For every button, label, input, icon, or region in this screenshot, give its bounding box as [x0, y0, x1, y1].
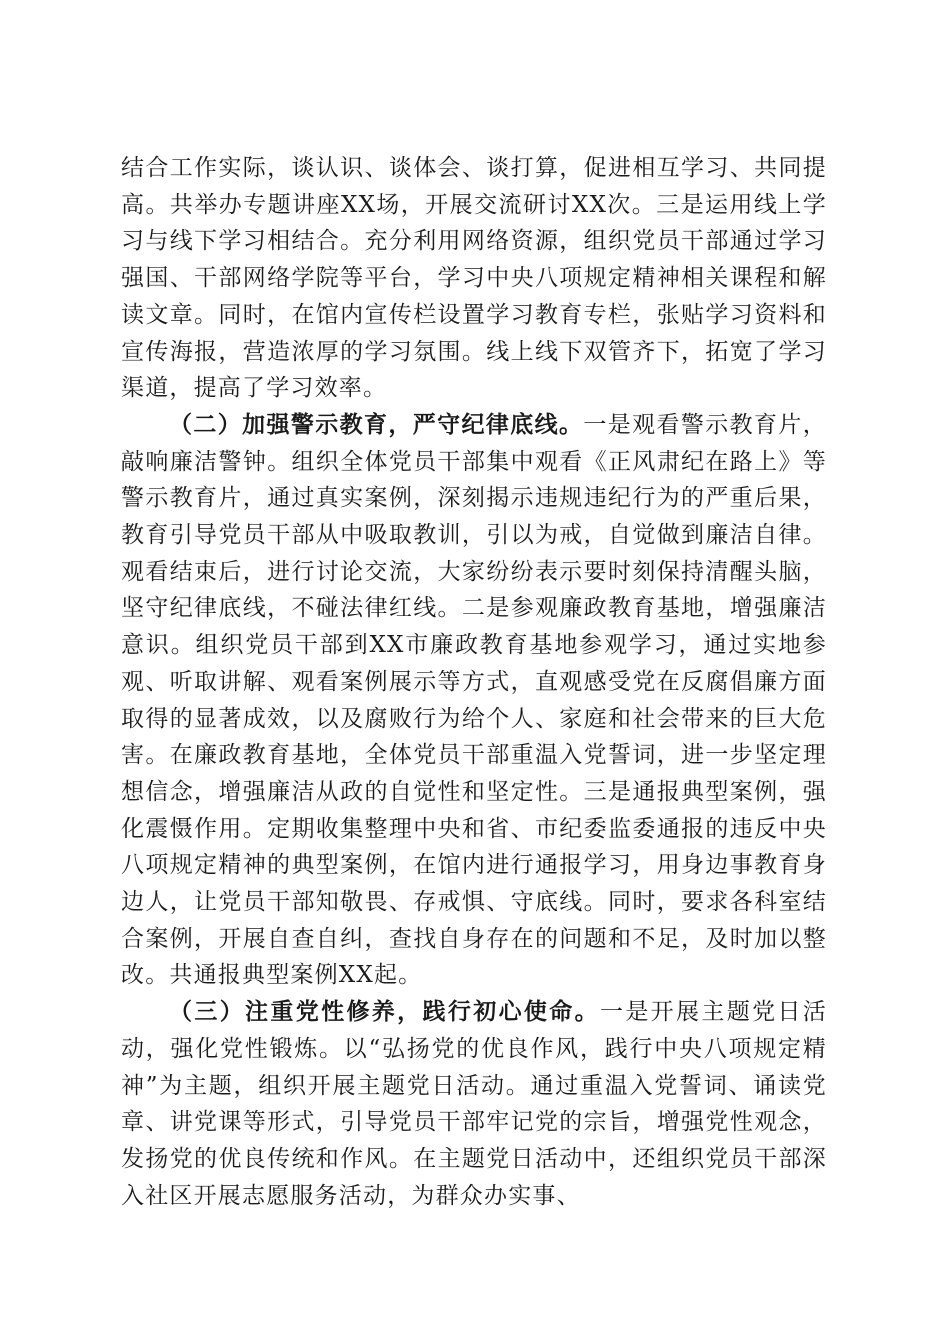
- paragraph-continuation: [121, 150, 827, 407]
- paragraph-section-2: [121, 407, 827, 994]
- section-heading: （二）加强警示教育，严守纪律底线。: [169, 410, 584, 438]
- paragraph-text: 结合工作实际，谈认识、谈体会、谈打算，促进相互学习、共同提高。共举办专题讲座XX场，开展交流研讨XX次。三是运用线上学习与线下学习相结合。充分利用网络资源，组织党员干部通过学习强国、干部网络学院等平台，学习中央八项规定精神相关课程和解读文章。同时，在馆内宣传栏设置学习教育专栏，张贴学习资料和宣传海报，营造浓厚的学习氛围。线上线下双管齐下，拓宽了学习渠道，提高了学习效率。: [121, 155, 827, 402]
- paragraph-text: 一是开展主题党日活动，强化党性锻炼。以“弘扬党的优良作风，践行中央八项规定精神”为主题，组织开展主题党日活动。通过重温入党誓词、诵读党章、讲党课等形式，引导党员干部牢记党的宗旨，增强党性观念，发扬党的优良传统和作风。在主题党日活动中，还组织党员干部深入社区开展志愿服务活动，为群众办实事、: [121, 999, 827, 1209]
- section-heading: （三）注重党性修养，践行初心使命。: [169, 998, 600, 1026]
- paragraph-section-3: [121, 994, 827, 1214]
- paragraph-text: 一是观看警示教育片，敲响廉洁警钟。组织全体党员干部集中观看《正风肃纪在路上》等警示教育片，通过真实案例，深刻揭示违规违纪行为的严重后果，教育引导党员干部从中吸取教训，引以为戒，自觉做到廉洁自律。观看结束后，进行讨论交流，大家纷纷表示要时刻保持清醒头脑，坚守纪律底线，不碰法律红线。二是参观廉政教育基地，增强廉洁意识。组织党员干部到XX市廉政教育基地参观学习，通过实地参观、听取讲解、观看案例展示等方式，直观感受党在反腐倡廉方面取得的显著成效，以及腐败行为给个人、家庭和社会带来的巨大危害。在廉政教育基地，全体党员干部重温入党誓词，进一步坚定理想信念，增强廉洁从政的自觉性和坚定性。三是通报典型案例，强化震慑作用。定期收集整理中央和省、市纪委监委通报的违反中央八项规定精神的典型案例，在馆内进行通报学习，用身边事教育身边人，让党员干部知敬畏、存戒惧、守底线。同时，要求各科室结合案例，开展自查自纠，查找自身存在的问题和不足，及时加以整改。共通报典型案例XX起。: [121, 411, 827, 989]
- document-body: [121, 150, 827, 1214]
